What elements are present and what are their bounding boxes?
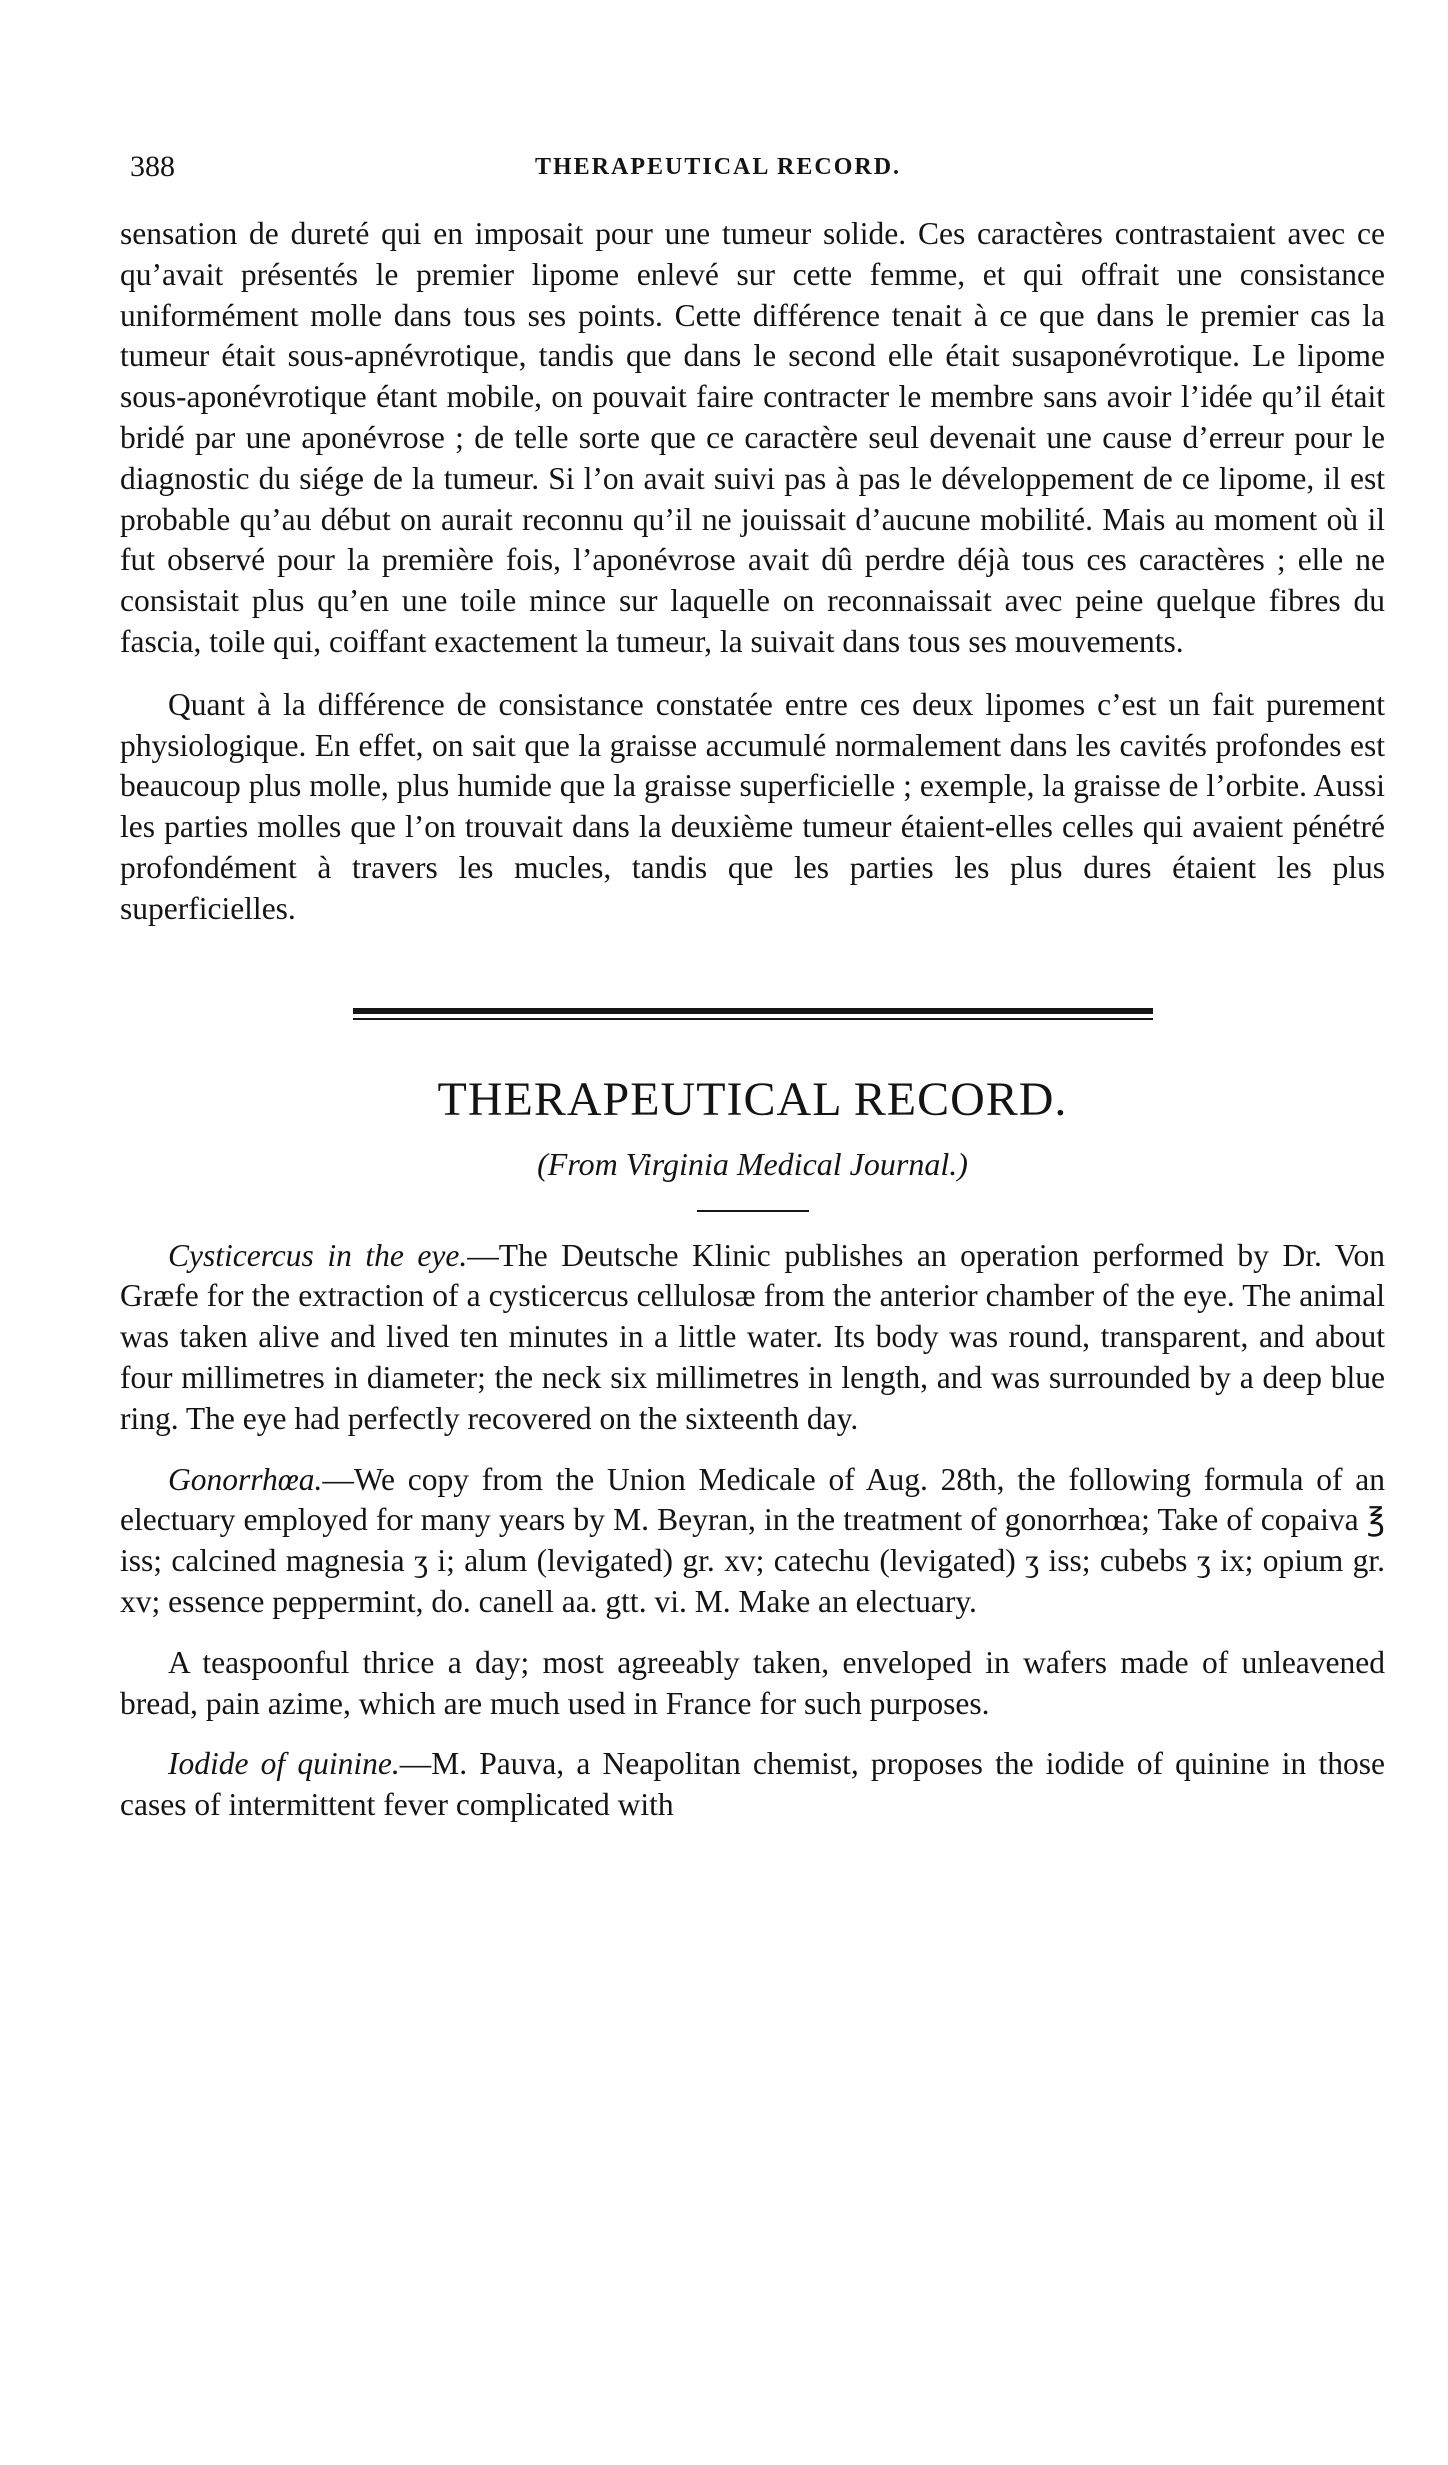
short-divider	[697, 1210, 809, 1212]
entry-lead-cysticercus: Cysticercus in the eye.	[168, 1237, 468, 1273]
entry-body-quinine: —M. Pauva, a Neapolitan chemist, proposes the iodide of quinine in those cases of intermittent fever complicated with	[120, 1746, 1385, 1823]
section-divider	[353, 1008, 1153, 1020]
entry-body-cysticercus: —The Deutsche Klinic publishes an operation performed by Dr. Von Græfe for the extraction of a cysticercus cellulosæ from the anterior chamber of the eye. The animal was taken alive and lived ten minutes in a little water. Its body was round, transparent, and about four millimetres in diameter; the neck six millimetres in length, and was surrounded by a deep blue ring. The eye had perfectly recovered on the sixteenth day.	[120, 1237, 1385, 1436]
entries	[120, 1236, 1385, 1826]
french-paragraph-2: Quant à la différence de consistance constatée entre ces deux lipomes c’est un fait purement physiologique. En effet, on sait que la graisse accumulé normalement dans les cavités profondes est beaucoup plus molle, plus humide que la graisse superficielle ; exemple, la graisse de l’orbite. Aussi les parties molles que l’on trouvait dans la deuxième tumeur étaient-elles celles qui avaient pénétré profondément à travers les mucles, tandis que les parties les plus dures étaient les plus superficielles.	[120, 686, 1385, 926]
entry-iodide-quinine	[120, 1744, 1385, 1826]
book-page	[120, 150, 1385, 1826]
section-source: (From Virginia Medical Journal.)	[537, 1145, 968, 1182]
entry-teaspoonful: A teaspoonful thrice a day; most agreeably taken, enveloped in wafers made of unleavened bread, pain azime, which are much used in France for such purposes.	[120, 1644, 1385, 1721]
divider-thick-line	[353, 1008, 1153, 1014]
page-number: 388	[130, 150, 175, 183]
running-title: THERAPEUTICAL RECORD.	[535, 154, 902, 180]
divider-thin-line	[353, 1018, 1153, 1020]
entry-gonorrhoea	[120, 1460, 1385, 1623]
entry-body-gonorrhoea: —We copy from the Union Medicale of Aug. 28th, the following formula of an electuary employed for many years by M. Beyran, in the treatment of gonorrhœa; Take of copaiva ℥ iss; calcined magnesia ʒ i; alum (levigated) gr. xv; catechu (levigated) ʒ iss; cubebs ʒ ix; opium gr. xv; essence peppermint, do. canell aa. gtt. vi. M. Make an electuary.	[120, 1461, 1385, 1619]
entry-lead-quinine: Iodide of quinine.	[168, 1746, 400, 1782]
section-title: THERAPEUTICAL RECORD.	[437, 1072, 1068, 1126]
french-paragraph-1: sensation de dureté qui en imposait pour une tumeur solide. Ces caractères contrastaient avec ce qu’avait présentés le premier lipome enlevé sur cette femme, et qui offrait une consistance uniformément molle dans tous ses points. Cette différence tenait à ce que dans le premier cas la tumeur était sous-apnévrotique, tandis que dans le second elle était susaponévrotique. Le lipome sous-aponévrotique étant mobile, on pouvait faire contracter le membre sans avoir l’idée qu’il était bridé par une aponévrose ; de telle sorte que ce caractère seul devenait une cause d’erreur pour le diagnostic du siége de la tumeur. Si l’on avait suivi pas à pas le développement de ce lipome, il est probable qu’au début on aurait reconnu qu’il ne jouissait d’aucune mobilité. Mais au moment où il fut observé pour la première fois, l’aponévrose avait dû perdre déjà tous ces caractères ; elle ne consistait plus qu’en une toile mince sur laquelle on reconnaissait avec peine quelque fibres du fascia, toile qui, coiffant exactement la tumeur, la suivait dans tous ses mouvements.	[120, 216, 1385, 659]
running-head	[120, 150, 1385, 190]
entry-lead-gonorrhoea: Gonorrhœa.	[168, 1461, 323, 1497]
entry-cysticercus	[120, 1236, 1385, 1440]
